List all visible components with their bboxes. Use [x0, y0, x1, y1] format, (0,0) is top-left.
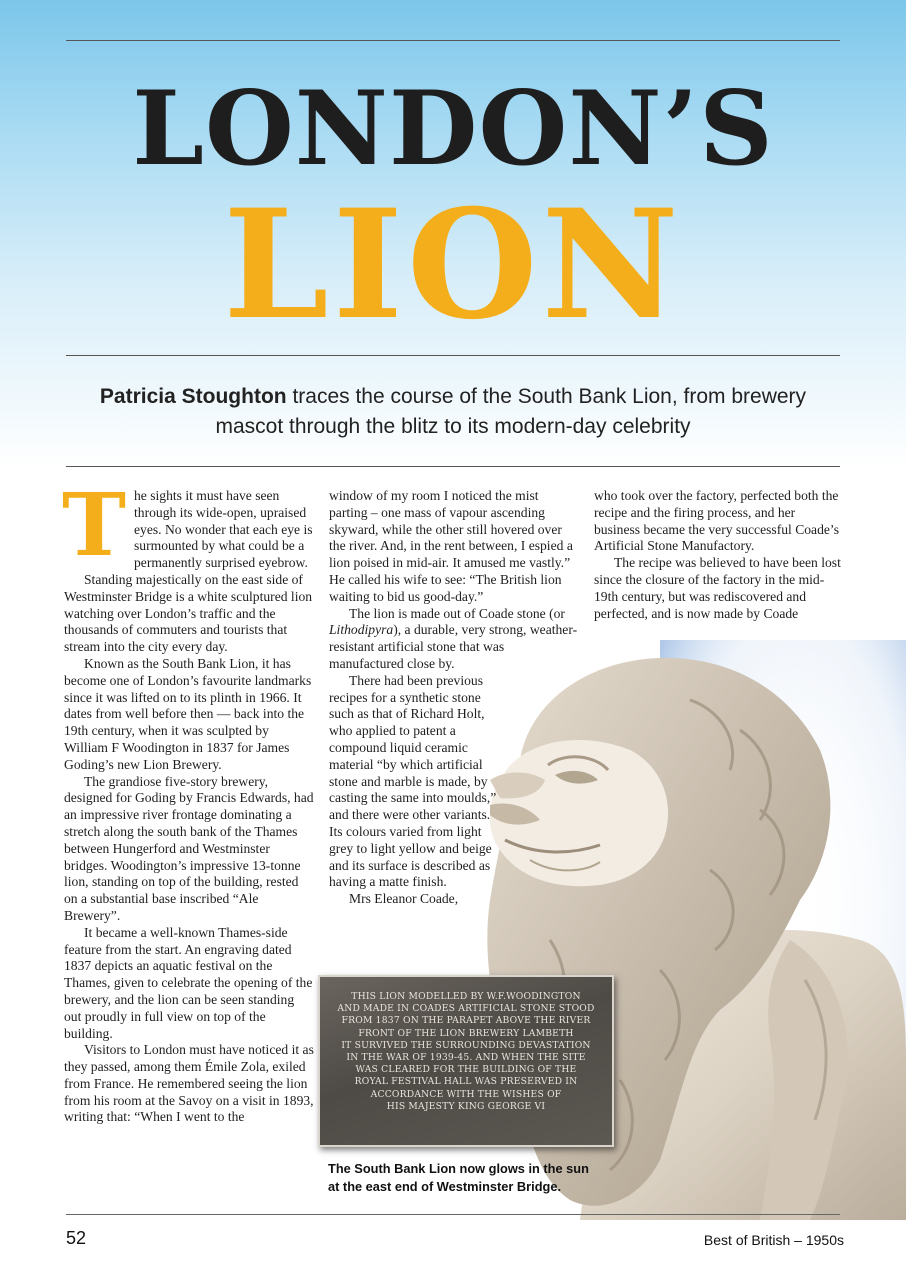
article-column-1 [62, 475, 314, 1126]
article-column-2 [329, 488, 579, 908]
title-rule [66, 355, 840, 356]
paragraph: The recipe was believed to have been lost since the closure of the factory in the mid-19th century, but was rediscovered and perfected, and is now made by Coade [594, 555, 841, 621]
paragraph: he sights it must have seen through its wide-open, upraised eyes. No wonder that each eye is surmounted by what could be a permanently surprised eyebrow. [134, 488, 313, 571]
title-line-1: LONDON’S [132, 69, 774, 189]
paragraph: The grandiose five-story brewery, designed for Goding by Francis Edwards, had an impressive river frontage dominating a stretch along the south bank of the Thames between Hungerford and Westminster bridges. Woodington’s impressive 13-tonne lion, standing on top of the building, rested on a substantial base inscribed “Ale Brewery”. [64, 773, 314, 923]
paragraph: There had been previous recipes for a synthetic stone such as that of Richard Holt, who applied to patent a compound liquid ceramic material “by which artificial stone and marble is made, by casting the same into moulds,” and there were other variants. Its colours varied from light grey to light yellow and beige and its surface is described as having a matte finish. [329, 672, 497, 890]
footer-rule [66, 1214, 840, 1215]
plaque-inscription: THIS LION MODELLED BY W.F.WOODINGTON AND MADE IN COADES ARTIFICIAL STONE STOOD FROM 1837 ON THE PARAPET ABOVE THE RIVER FRONT OF THE LION BREWERY LAMBETH IT SURVIVED THE SURROUNDING DEVASTATION IN THE WAR OF 1939-45. AND WHEN THE SITE WAS CLEARED FOR THE BUILDING OF THE ROYAL FESTIVAL HALL WAS PRESERVED IN ACCORDANCE WITH THE WISHES OF HIS MAJESTY KING GEORGE VI [337, 991, 595, 1112]
photo-caption: The South Bank Lion now glows in the sun at the east end of Westminster Bridge. [328, 1161, 589, 1194]
inscription-plaque [318, 975, 614, 1147]
paragraph: Known as the South Bank Lion, it has become one of London’s favourite landmarks since it was lifted on to its plinth in 1966. It dates from well before then — back into the 19th century, when it was sculpted by William F Woodington in 1837 for James Goding’s new Lion Brewery. [64, 655, 312, 772]
paragraph: Standing majestically on the east side of Westminster Bridge is a white sculptured lion watching over London’s traffic and the thousands of commuters and tourists that stream into the city every day. [64, 571, 313, 655]
paragraph: who took over the factory, perfected both the recipe and the firing process, and her business became the very successful Coade’s Artificial Stone Manufactory. [594, 488, 839, 554]
standfirst-rule [66, 466, 840, 467]
paragraph: The lion is made out of Coade stone (or Lithodipyra), a durable, very strong, weather-resistant artificial stone that was manufactured close by. [329, 605, 578, 671]
drop-cap: T [62, 475, 126, 576]
standfirst [90, 382, 816, 442]
paragraph: Mrs Eleanor Coade, [349, 891, 459, 907]
author-name: Patricia Stoughton [99, 385, 287, 408]
publication-name: Best of British – 1950s [703, 1232, 844, 1248]
italic-term: Lithodipyra [329, 622, 394, 638]
paragraph: window of my room I noticed the mist parting – one mass of vapour ascending skyward, while the other still hovered over the river. And, in the rent between, I espied a lion poised in mid-air. It amused me vastly.” He called his wife to see: “The British lion waiting to bid us good-day.” [329, 488, 573, 604]
top-rule [66, 40, 840, 41]
page-number: 52 [66, 1228, 87, 1248]
paragraph: It became a well-known Thames-side feature from the start. An engraving dated 1837 depicts an aquatic festival on the Thames, given to celebrate the opening of the brewery, and the lion can be seen standing out proudly in full view on top of the building. [64, 924, 313, 1041]
title-line-2: LION [223, 177, 683, 353]
paragraph: Visitors to London must have noticed it as they passed, among them Émile Zola, exiled from France. He remembered seeing the lion from his room at the Savoy on a visit in 1893, writing that: “When I went to the [64, 1042, 314, 1125]
article-column-3 [594, 488, 844, 622]
standfirst-text: traces the course of the South Bank Lion, from brewery mascot through the blitz to its modern-day celebrity [215, 385, 807, 438]
